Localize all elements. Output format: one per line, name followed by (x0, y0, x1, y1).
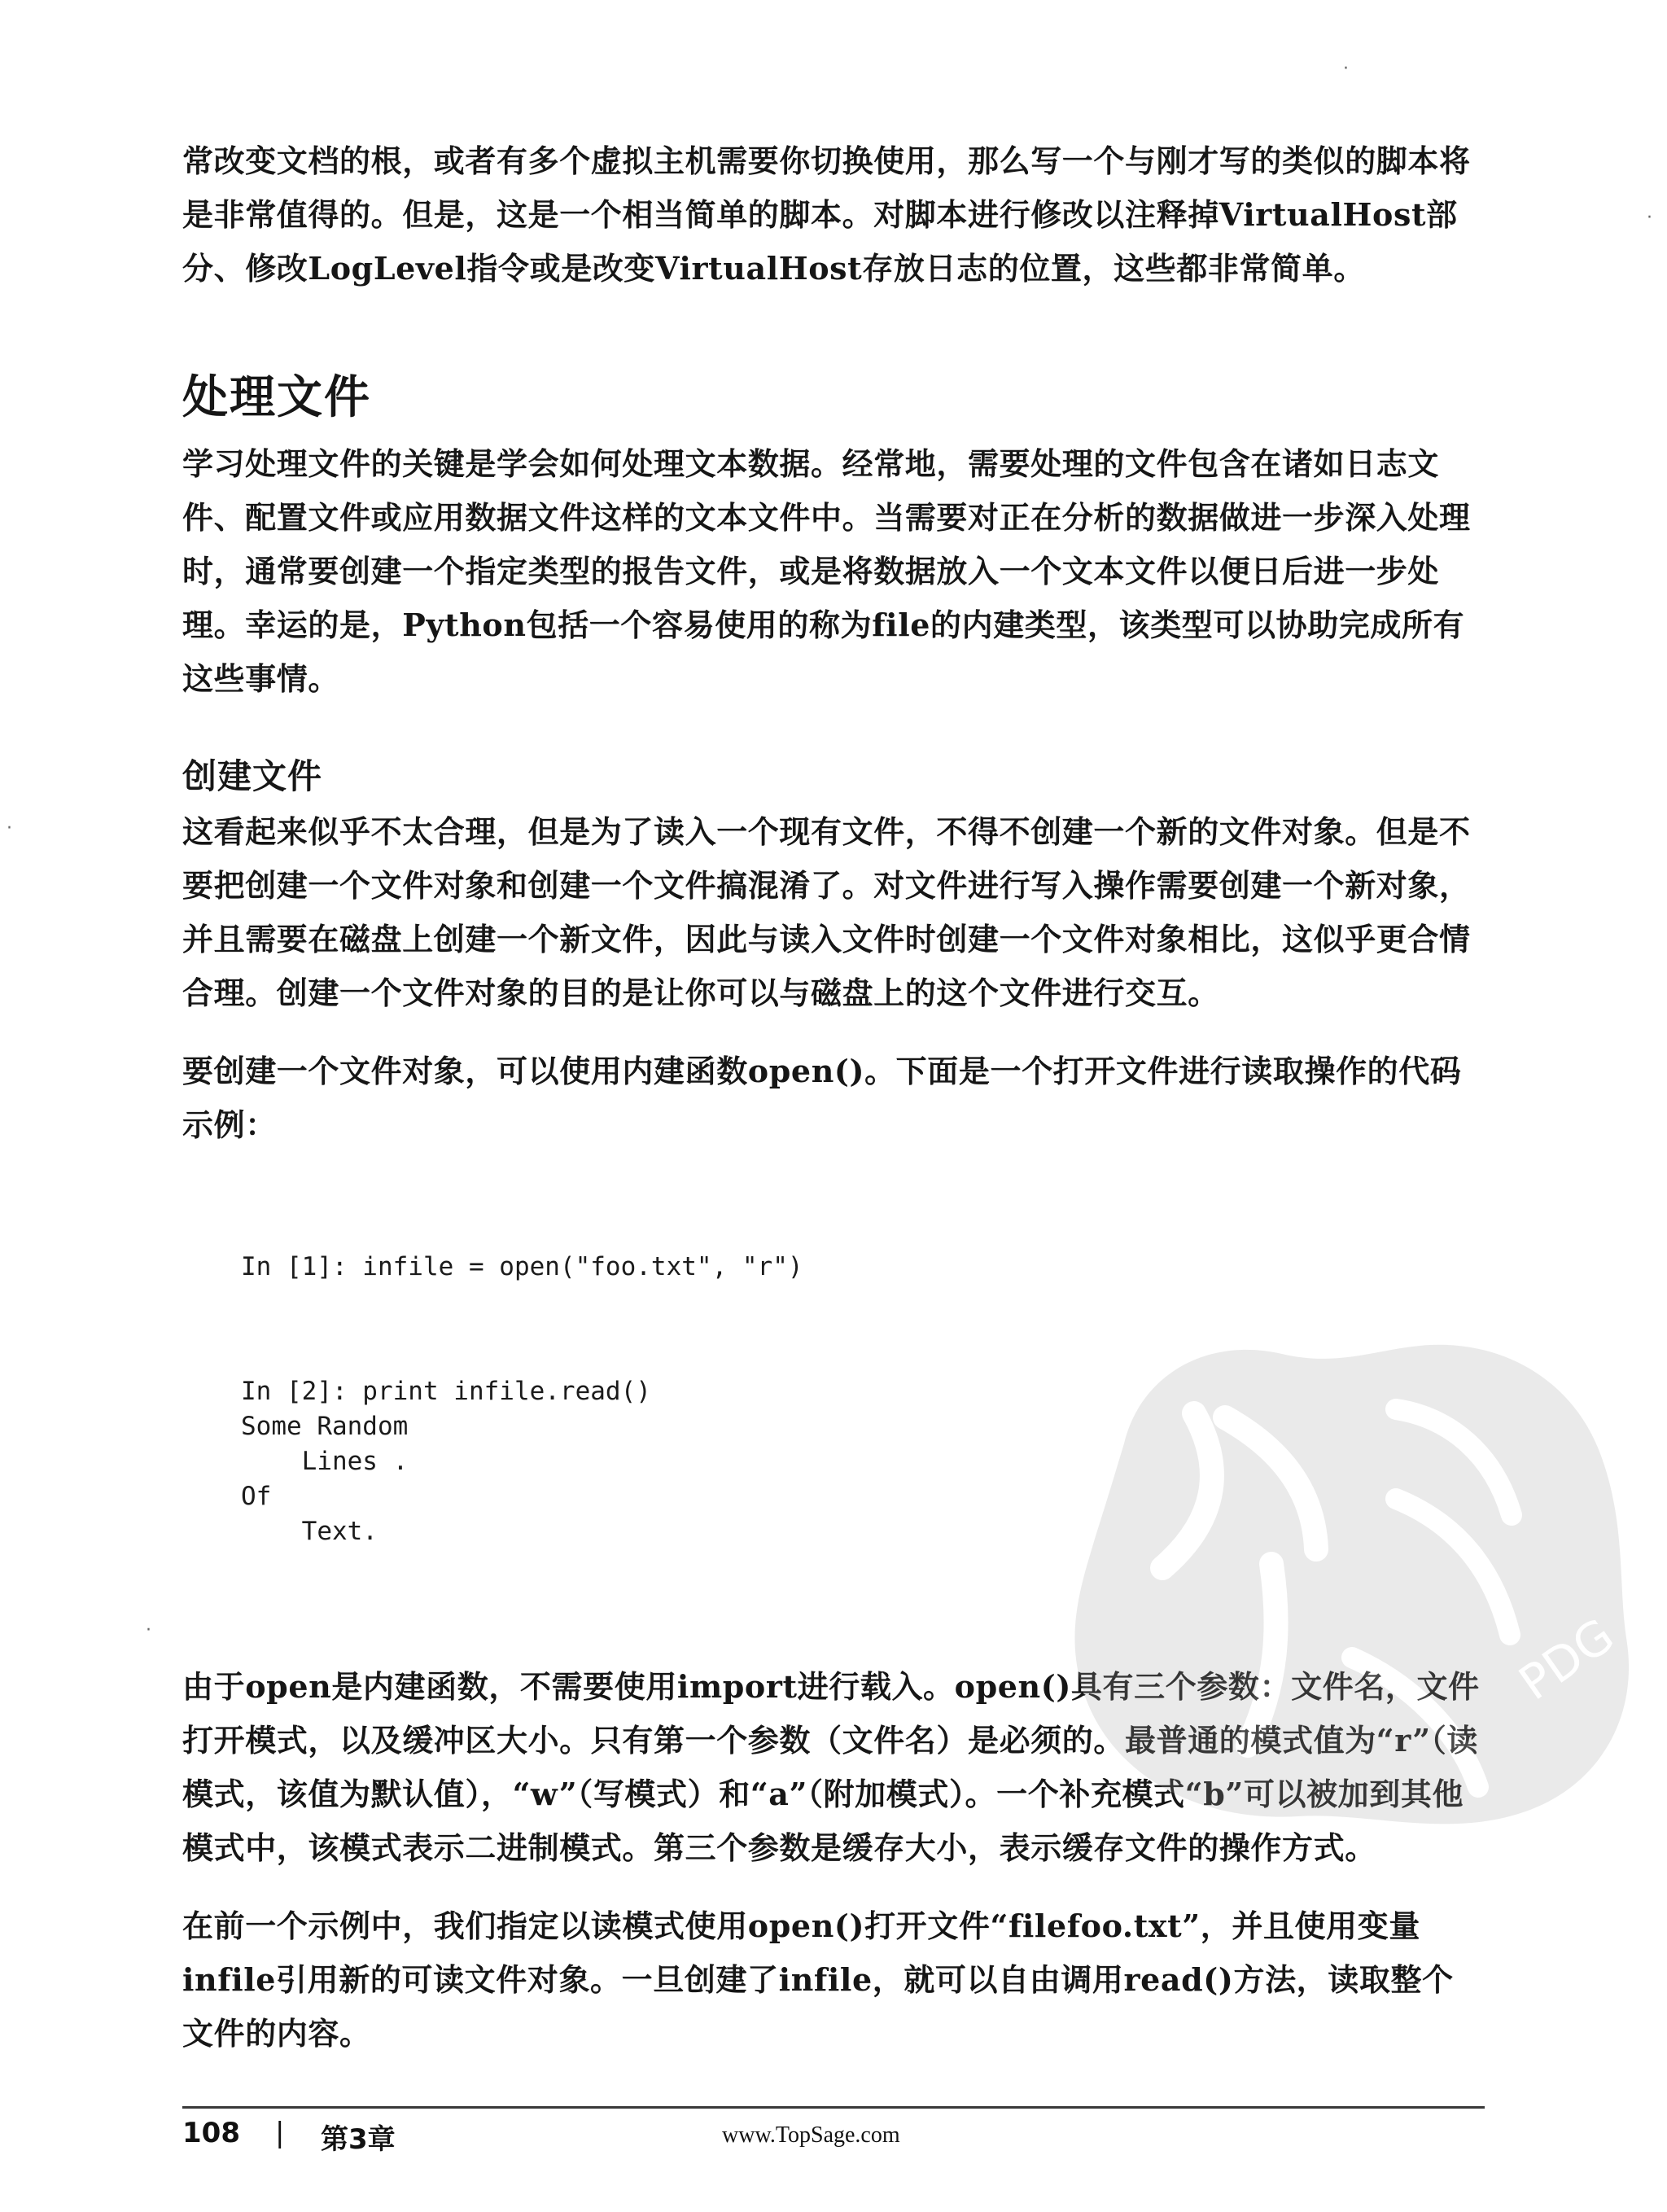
footer-rule (182, 2106, 1485, 2109)
body-paragraph: 在前一个示例中，我们指定以读模式使用open()打开文件“filefoo.txt”，并且使用变量infile引用新的可读文件对象。一旦创建了infile，就可以自由调用read()方法，读取整个文件的内容。 (182, 1908, 1454, 2052)
chapter-label: 第3章 (321, 2123, 396, 2156)
subsection-spacing (182, 706, 1485, 751)
watermark-label: PDG (1509, 1607, 1625, 1711)
page-footer (182, 2117, 1485, 2174)
code-example (241, 1180, 1485, 1619)
body-paragraph: 这看起来似乎不太合理，但是为了读入一个现有文件，不得不创建一个新的文件对象。但是不要把创建一个文件对象和创建一个文件搞混淆了。对文件进行写入操作需要创建一个新对象，并且需要在磁盘上创建一个新文件，因此与读入文件时创建一个文件对象相比，这似乎更合情合理。创建一个文件对象的目的是让你可以与磁盘上的这个文件进行交互。 (182, 813, 1471, 1011)
section-heading: 处理文件 (182, 371, 371, 424)
scan-dot: · (146, 1620, 151, 1640)
body-paragraph: 要创建一个文件对象，可以使用内建函数open()。下面是一个打开文件进行读取操作的代码示例： (182, 1053, 1462, 1143)
body-paragraph: 由于open是内建函数，不需要使用import进行载入。open()具有三个参数：文件名，文件打开模式，以及缓冲区大小。只有第一个参数（文件名）是必须的。最普通的模式值为“r”（读模式，该值为默认值），“w”（写模式）和“a”（附加模式）。一个补充模式“b”可以被加到其他模式中，该模式表示二进制模式。第三个参数是缓存大小，表示缓存文件的操作方式。 (182, 1668, 1480, 1866)
code-line: In [1]: infile = open("foo.txt", "r") (241, 1252, 803, 1281)
website-label: www.TopSage.com (722, 2122, 900, 2148)
scan-dot: · (1343, 59, 1349, 79)
body-paragraph: 学习处理文件的关键是学会如何处理文本数据。经常地，需要处理的文件包含在诸如日志文件、配置文件或应用数据文件这样的文本文件中。当需要对正在分析的数据做进一步深入处理时，通常要创建一个指定类型的报告文件，或是将数据放入一个文本文件以便日后进一步处理。幸运的是，Python包括一个容易使用的称为file的内建类型，该类型可以协助完成所有这些事情。 (182, 445, 1471, 697)
subsection-heading: 创建文件 (182, 756, 323, 796)
body-paragraph: 常改变文档的根，或者有多个虚拟主机需要你切换使用，那么写一个与刚才写的类似的脚本将是非常值得的。但是，这是一个相当简单的脚本。对脚本进行修改以注释掉VirtualHost部分、修改LogLevel指令或是改变VirtualHost存放日志的位置，这些都非常简单。 (182, 142, 1471, 287)
scan-dot: · (1647, 208, 1652, 228)
page-content (182, 134, 1485, 2061)
scan-dot: · (7, 818, 12, 839)
footer-separator: | (275, 2117, 285, 2149)
code-output: In [2]: print infile.read() Some Random Lines . Of Text. (241, 1377, 651, 1546)
page-number: 108 (182, 2117, 240, 2149)
section-spacing (182, 320, 1485, 366)
